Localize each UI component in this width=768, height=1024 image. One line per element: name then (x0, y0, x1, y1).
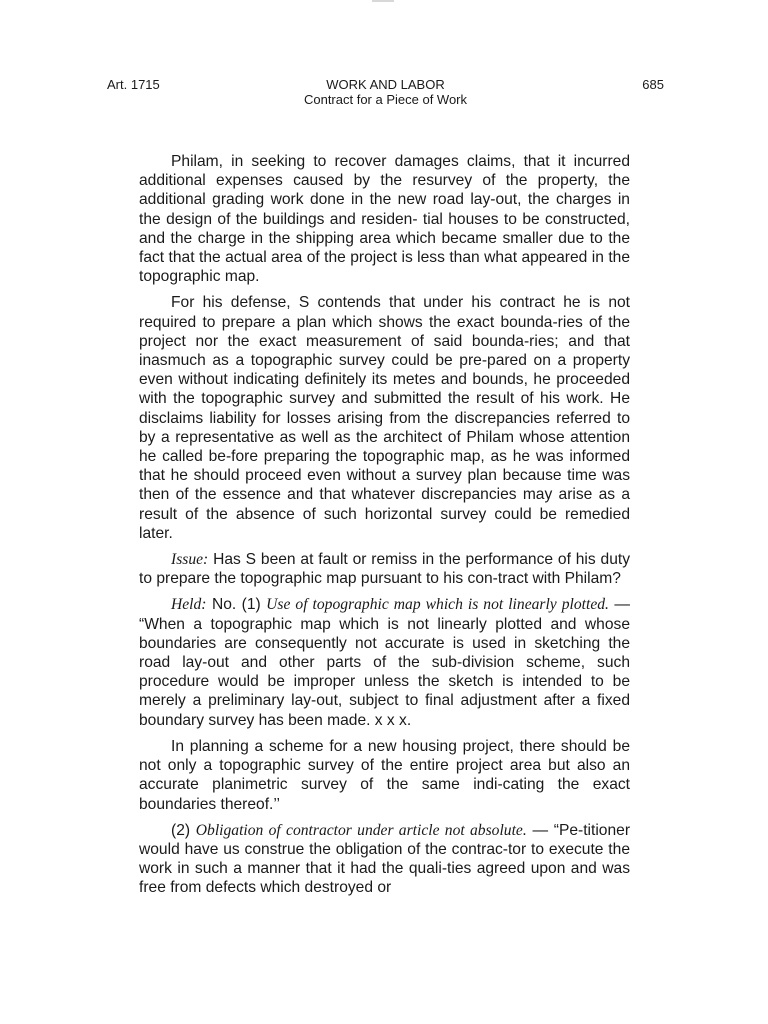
held-text: — “When a topographic map which is not linearly plotted and whose boundaries are consequently not accurate is used in sketching the road lay-out and other parts of the sub-division scheme, such procedure would be improper unless the sketch is intended to be merely a preliminary lay-out, subject to final adjustment after a fixed boundary survey has been made. x x x. (139, 596, 630, 729)
paragraph-planning: In planning a scheme for a new housing project, there should be not only a topographic survey of the entire project area but also an accurate planimetric survey of the same indi-cating the exact boundaries thereof.’’ (139, 737, 630, 813)
header-subtitle: Contract for a Piece of Work (303, 92, 468, 107)
paragraph-issue (139, 550, 630, 588)
paragraph-held (139, 595, 630, 729)
header-title: WORK AND LABOR (326, 77, 445, 92)
body-text (139, 152, 630, 905)
page-number: 685 (642, 77, 664, 92)
top-edge-mark (372, 0, 394, 2)
issue-text: Has S been at fault or remiss in the performance of his duty to prepare the topographic map pursuant to his con-tract with Philam? (139, 551, 630, 588)
held-topic: Use of topographic map which is not linearly plotted. (266, 596, 609, 614)
held-label: Held: (171, 596, 207, 614)
paragraph-defense: For his defense, S contends that under his contract he is not required to prepare a plan which shows the exact bounda-ries of the project nor the exact measurement of said bounda-ries; and that inasmuch as a topographic survey could be pre-pared on a property even without indicating definitely its metes and bounds, he proceeded with the topographic survey and submitted the result of his work. He disclaims liability for losses arising from the discrepancies referred to by a representative as well as the architect of Philam whose attention he called be-fore preparing the topographic map, as he was informed that he should proceed even without a survey plan because time was then of the essence and that whatever discrepancies may arise as a result of the absence of such horizontal survey could be remedied later. (139, 294, 630, 542)
running-header (107, 77, 664, 107)
obligation-lead: (2) (171, 821, 196, 839)
held-lead: No. (1) (206, 596, 267, 614)
obligation-text: — “Pe-titioner would have us construe the obligation of the contrac-tor to execute the work in such a manner that it had the quali-ties agreed upon and was free from defects which destroyed or (139, 821, 631, 897)
obligation-topic: Obligation of contractor under article not absolute. (195, 821, 527, 839)
paragraph-philam-claim: Philam, in seeking to recover damages claims, that it incurred additional expenses caused by the resurvey of the property, the additional grading work done in the new road lay-out, the charges in the design of the buildings and residen- tial houses to be constructed, and the charge in the shipping area which became smaller due to the fact that the actual area of the project is less than what appeared in the topographic map. (139, 153, 630, 286)
paragraph-obligation (139, 821, 630, 898)
article-number: Art. 1715 (107, 77, 160, 92)
issue-label: Issue: (171, 551, 209, 569)
